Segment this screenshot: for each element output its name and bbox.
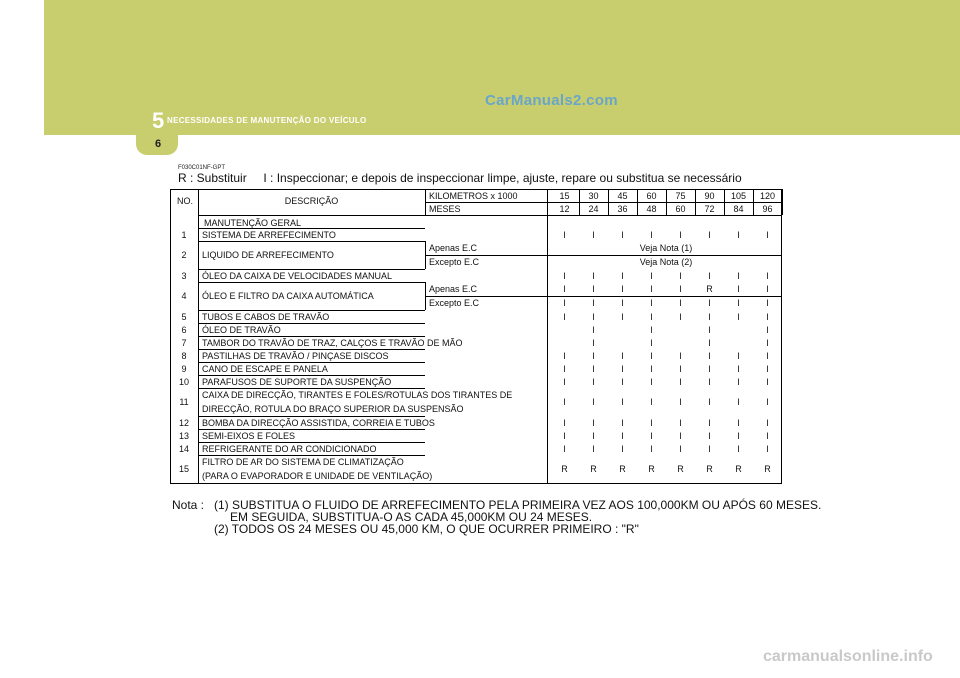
interval-mark: I	[650, 229, 653, 240]
interval-mark: I	[679, 417, 682, 428]
row-number: 4	[181, 291, 187, 301]
interval-mark: R	[590, 464, 597, 474]
interval-mark: I	[766, 443, 769, 454]
interval-mark: R	[764, 464, 771, 474]
interval-mark: I	[737, 270, 740, 281]
sub-label: Apenas E.C	[429, 284, 478, 294]
interval-mark: R	[706, 284, 713, 294]
km-value: 30	[588, 191, 599, 201]
row-description-2: (PARA O EVAPORADOR E UNIDADE DE VENTILAÇÃO)	[202, 471, 433, 481]
interval-mark: I	[563, 311, 566, 322]
interval-mark: I	[563, 270, 566, 281]
interval-mark: I	[679, 298, 682, 308]
interval-mark: I	[708, 376, 711, 387]
km-label: KILOMETROS x 1000	[429, 191, 518, 201]
interval-mark: R	[619, 464, 626, 474]
interval-mark: I	[621, 229, 624, 240]
interval-mark: I	[766, 298, 769, 308]
interval-mark: I	[766, 270, 769, 281]
interval-mark: I	[650, 350, 653, 361]
interval-mark: I	[592, 298, 595, 308]
interval-mark: I	[650, 363, 653, 374]
row-description: BOMBA DA DIRECÇÃO ASSISTIDA, CORREIA E TUBOS	[202, 417, 435, 428]
col-divider	[695, 189, 696, 215]
interval-mark: I	[679, 397, 682, 407]
interval-mark: I	[650, 311, 653, 322]
sub-label: Apenas E.C	[429, 243, 478, 253]
interval-mark: I	[592, 337, 595, 348]
km-value: 120	[759, 191, 776, 201]
maintenance-table	[170, 189, 782, 492]
month-value: 84	[733, 204, 744, 214]
month-value: 72	[704, 204, 715, 214]
km-value: 75	[675, 191, 686, 201]
interval-mark: I	[708, 350, 711, 361]
interval-mark: I	[592, 363, 595, 374]
interval-mark: I	[708, 270, 711, 281]
interval-mark: R	[561, 464, 568, 474]
interval-mark: I	[563, 376, 566, 387]
interval-mark: I	[592, 229, 595, 240]
row-number: 3	[181, 270, 187, 281]
interval-mark: I	[737, 229, 740, 240]
interval-mark: I	[563, 363, 566, 374]
left-margin	[0, 0, 44, 678]
col-divider	[782, 189, 783, 215]
interval-mark: I	[650, 270, 653, 281]
description-header: DESCRIÇÃO	[284, 196, 339, 206]
interval-mark: I	[766, 284, 769, 294]
interval-mark: I	[650, 430, 653, 441]
interval-mark: I	[621, 350, 624, 361]
month-value: 12	[559, 204, 570, 214]
row-description: ÓLEO DA CAIXA DE VELOCIDADES MANUAL	[202, 270, 393, 281]
interval-mark: I	[679, 350, 682, 361]
interval-mark: I	[621, 270, 624, 281]
interval-mark: I	[766, 337, 769, 348]
interval-mark: I	[766, 397, 769, 407]
interval-mark: I	[766, 350, 769, 361]
interval-mark: I	[563, 284, 566, 294]
col-divider	[608, 189, 609, 215]
interval-mark: I	[708, 311, 711, 322]
interval-mark: I	[708, 337, 711, 348]
row-number: 8	[181, 350, 187, 361]
row-description: TAMBOR DO TRAVÃO DE TRAZ, CALÇOS E TRAVÃO DE MÃO	[202, 337, 463, 348]
row-description: SEMI-EIXOS E FOLES	[202, 430, 296, 441]
document-code: F030C01NF-GPT	[178, 165, 226, 171]
interval-mark: I	[766, 324, 769, 335]
km-value: 15	[559, 191, 570, 201]
header-mid	[425, 202, 782, 203]
chapter-number: 5	[152, 108, 165, 133]
note-ref: Veja Nota (2)	[639, 257, 693, 267]
interval-mark: I	[737, 363, 740, 374]
interval-mark: I	[679, 311, 682, 322]
interval-mark: I	[592, 350, 595, 361]
col-divider	[579, 189, 580, 215]
interval-mark: I	[621, 397, 624, 407]
interval-mark: I	[592, 417, 595, 428]
row-description: SISTEMA DE ARREFECIMENTO	[202, 229, 336, 240]
row-description: PARAFUSOS DE SUPORTE DA SUSPENÇÃO	[202, 376, 392, 387]
right-border	[781, 189, 782, 483]
notes-prefix: Nota :	[172, 498, 205, 512]
col-divider	[724, 189, 725, 215]
km-value: 105	[730, 191, 747, 201]
row-number: 7	[181, 337, 187, 348]
interval-mark: I	[766, 376, 769, 387]
watermark-link[interactable]: CarManuals2.com	[485, 92, 618, 109]
row-number: 1	[181, 229, 187, 240]
row-description: ÓLEO E FILTRO DA CAIXA AUTOMÁTICA	[202, 291, 374, 301]
month-value: 36	[617, 204, 628, 214]
row-description: FILTRO DE AR DO SISTEMA DE CLIMATIZAÇÃO	[202, 457, 404, 467]
row-number: 5	[181, 311, 187, 322]
interval-mark: I	[737, 350, 740, 361]
row-number: 11	[179, 397, 189, 407]
month-value: 24	[588, 204, 599, 214]
interval-mark: I	[650, 376, 653, 387]
interval-mark: I	[679, 363, 682, 374]
interval-mark: I	[563, 397, 566, 407]
interval-mark: R	[648, 464, 655, 474]
interval-mark: I	[737, 417, 740, 428]
interval-mark: I	[737, 443, 740, 454]
left-border	[170, 189, 171, 483]
km-value: 45	[617, 191, 628, 201]
value-divider	[547, 189, 548, 483]
row-description-2: DIRECÇÃO, ROTULA DO BRAÇO SUPERIOR DA SUSPENSÃO	[202, 404, 464, 414]
interval-mark: I	[650, 397, 653, 407]
interval-mark: I	[563, 229, 566, 240]
interval-mark: I	[679, 270, 682, 281]
interval-mark: I	[563, 298, 566, 308]
table-bottom	[170, 483, 782, 484]
interval-mark: I	[708, 298, 711, 308]
interval-mark: I	[650, 298, 653, 308]
interval-mark: I	[621, 298, 624, 308]
interval-mark: I	[592, 397, 595, 407]
col-divider	[753, 189, 754, 215]
interval-mark: I	[766, 229, 769, 240]
interval-mark: I	[708, 324, 711, 335]
interval-mark: I	[708, 363, 711, 374]
interval-mark: I	[650, 324, 653, 335]
interval-mark: I	[737, 284, 740, 294]
interval-mark: I	[621, 417, 624, 428]
interval-mark: I	[563, 430, 566, 441]
interval-mark: I	[708, 430, 711, 441]
no-divider	[198, 189, 199, 483]
desc-divider	[425, 189, 426, 215]
interval-mark: I	[621, 363, 624, 374]
interval-mark: I	[708, 229, 711, 240]
interval-mark: I	[679, 443, 682, 454]
row-number: 13	[178, 430, 189, 441]
interval-mark: I	[679, 430, 682, 441]
interval-mark: I	[592, 376, 595, 387]
interval-mark: I	[621, 376, 624, 387]
interval-mark: I	[737, 397, 740, 407]
interval-mark: I	[650, 443, 653, 454]
note-2: (2) TODOS OS 24 MESES OU 45,000 KM, O QUE OCURRER PRIMEIRO : "R"	[214, 522, 639, 536]
months-label: MESES	[429, 204, 461, 214]
month-value: 60	[675, 204, 686, 214]
interval-mark: R	[677, 464, 684, 474]
interval-mark: I	[650, 417, 653, 428]
interval-mark: I	[766, 417, 769, 428]
interval-mark: I	[737, 298, 740, 308]
note-ref: Veja Nota (1)	[639, 243, 693, 253]
row-description: LIQUIDO DE ARREFECIMENTO	[202, 250, 334, 260]
km-value: 60	[646, 191, 657, 201]
interval-mark: I	[679, 229, 682, 240]
col-divider	[637, 189, 638, 215]
col-divider	[666, 189, 667, 215]
values-top	[547, 215, 782, 216]
sub-label: Excepto E.C	[429, 257, 480, 267]
general-label: MANUTENÇÃO GERAL	[204, 218, 302, 228]
interval-mark: I	[592, 311, 595, 322]
interval-mark: I	[737, 376, 740, 387]
row-number: 9	[181, 363, 187, 374]
row-number: 15	[178, 464, 189, 474]
note-1-cont: EM SEGUIDA, SUBSTITUA-O AS CADA 45,000KM OU 24 MESES.	[230, 510, 593, 524]
row-number: 12	[178, 417, 189, 428]
row-description: PASTILHAS DE TRAVÃO / PINÇASE DISCOS	[202, 350, 389, 361]
km-value: 90	[704, 191, 715, 201]
row-number: 2	[181, 250, 187, 260]
interval-mark: I	[592, 430, 595, 441]
chapter-title: NECESSIDADES DE MANUTENÇÃO DO VEÍCULO	[167, 116, 367, 125]
legend: R : Substituir I : Inspeccionar; e depois de inspeccionar limpe, ajuste, repare ou substitua se necessário	[178, 171, 742, 185]
interval-mark: I	[592, 324, 595, 335]
no-header: NO.	[176, 196, 193, 206]
interval-mark: I	[650, 284, 653, 294]
interval-mark: I	[766, 430, 769, 441]
interval-mark: R	[735, 464, 742, 474]
row-description: CANO DE ESCAPE E PANELA	[202, 363, 328, 374]
row-number: 10	[178, 376, 189, 387]
row-description: ÓLEO DE TRAVÃO	[202, 324, 281, 335]
footer-watermark[interactable]: carmanualsonline.info	[763, 648, 933, 665]
row-number: 14	[178, 443, 189, 454]
row-description: CAIXA DE DIRECÇÃO, TIRANTES E FOLES/ROTULAS DOS TIRANTES DE	[202, 390, 513, 400]
interval-mark: I	[737, 311, 740, 322]
interval-mark: I	[563, 443, 566, 454]
interval-mark: I	[621, 284, 624, 294]
month-value: 96	[762, 204, 773, 214]
interval-mark: I	[708, 397, 711, 407]
row-description: TUBOS E CABOS DE TRAVÃO	[202, 311, 330, 322]
interval-mark: I	[737, 430, 740, 441]
interval-mark: I	[563, 417, 566, 428]
row-line	[198, 282, 425, 283]
month-value: 48	[646, 204, 657, 214]
interval-mark: I	[563, 350, 566, 361]
sub-label: Excepto E.C	[429, 298, 480, 308]
interval-mark: I	[650, 337, 653, 348]
interval-mark: I	[621, 430, 624, 441]
interval-mark: I	[679, 284, 682, 294]
interval-mark: R	[706, 464, 713, 474]
interval-mark: I	[592, 443, 595, 454]
interval-mark: I	[621, 443, 624, 454]
interval-mark: I	[708, 443, 711, 454]
note-1: (1) SUBSTITUA O FLUIDO DE ARREFECIMENTO PELA PRIMEIRA VEZ AOS 100,000KM OU APÓS 60 MESES.	[214, 498, 822, 512]
header-band	[0, 0, 960, 135]
page-number: 6	[155, 138, 162, 150]
interval-mark: I	[766, 363, 769, 374]
interval-mark: I	[592, 270, 595, 281]
interval-mark: I	[708, 417, 711, 428]
interval-mark: I	[621, 311, 624, 322]
interval-mark: I	[766, 311, 769, 322]
row-line	[198, 241, 425, 242]
row-description: REFRIGERANTE DO AR CONDICIONADO	[202, 443, 377, 454]
interval-mark: I	[592, 284, 595, 294]
row-number: 6	[181, 324, 187, 335]
interval-mark: I	[679, 376, 682, 387]
